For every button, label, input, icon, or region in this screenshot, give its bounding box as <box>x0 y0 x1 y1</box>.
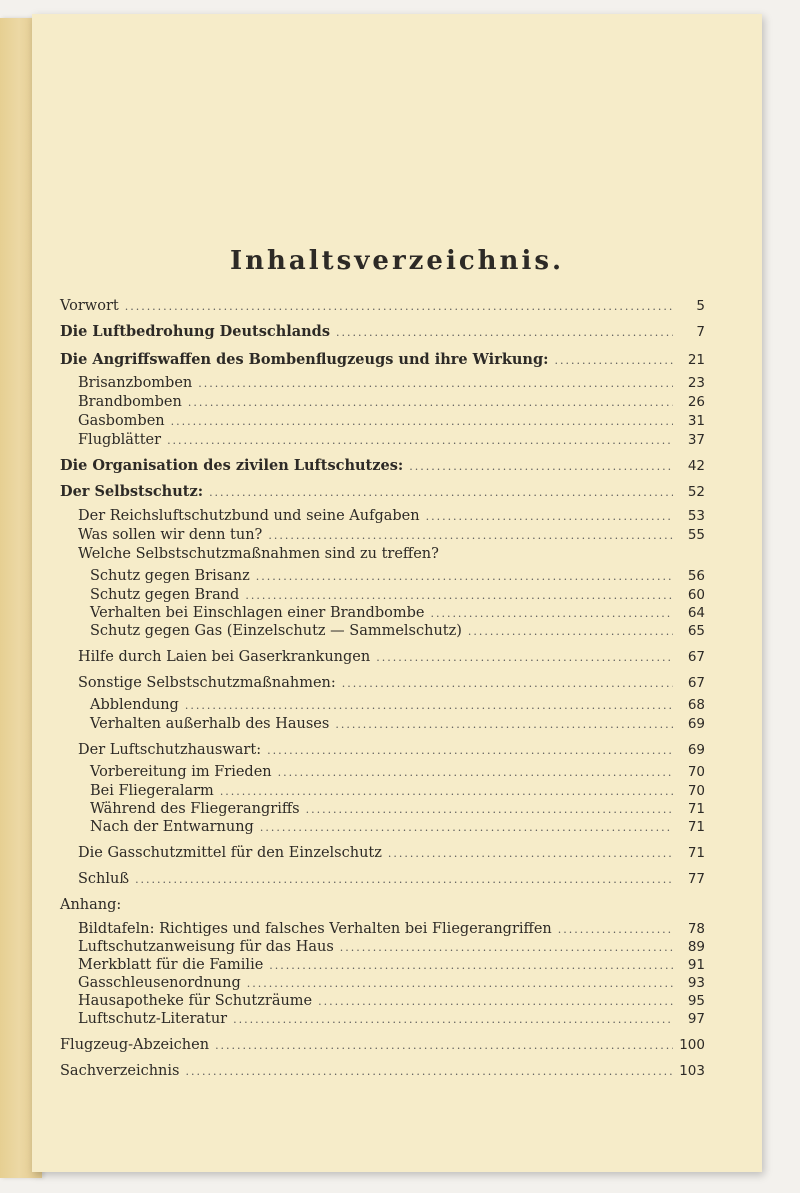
toc-entry-page: 71 <box>687 819 705 835</box>
toc-leader-dots <box>278 764 673 782</box>
toc-entry-page: 67 <box>687 649 705 665</box>
toc-entry-label: Die Organisation des zivilen Luftschutzes: <box>60 457 404 474</box>
toc-leader-dots <box>318 993 673 1011</box>
toc-entry-page: 31 <box>687 413 705 429</box>
toc-entry <box>78 974 705 993</box>
toc-leader-dots <box>233 1011 673 1029</box>
toc-entry-page: 5 <box>696 298 705 314</box>
toc-entry-page: 64 <box>687 605 705 621</box>
toc-entry-page: 7 <box>696 324 705 340</box>
toc-entry <box>78 956 705 975</box>
toc-leader-dots <box>554 352 673 370</box>
toc-leader-dots <box>185 1063 673 1081</box>
toc-entry <box>60 323 705 342</box>
toc-leader-dots <box>558 921 673 939</box>
toc-entry-label: Die Angriffswaffen des Bombenflugzeugs und ihre Wirkung: <box>60 351 549 368</box>
book-page <box>32 14 762 1172</box>
toc-entry-label: Hilfe durch Laien bei Gaserkrankungen <box>78 649 371 665</box>
toc-entry <box>78 545 705 563</box>
toc-entry-label: Luftschutz-Literatur <box>78 1011 228 1027</box>
toc-entry <box>78 526 705 545</box>
toc-entry-page: 42 <box>687 458 705 474</box>
toc-entry <box>90 715 705 734</box>
toc-entry <box>90 622 705 641</box>
toc-leader-dots <box>340 939 673 957</box>
toc-entry-label: Anhang: <box>60 897 122 913</box>
toc-leader-dots <box>335 716 673 734</box>
toc-leader-dots <box>468 623 673 641</box>
toc-entry-label: Der Reichsluftschutzbund und seine Aufgaben <box>78 508 420 524</box>
toc-entry-page: 68 <box>687 697 705 713</box>
toc-leader-dots <box>185 697 673 715</box>
toc-entry-label: Die Gasschutzmittel für den Einzelschutz <box>78 845 382 861</box>
toc-entry <box>78 507 705 526</box>
toc-entry <box>78 1010 705 1029</box>
toc-entry-label: Sachverzeichnis <box>60 1063 180 1079</box>
toc-entry-page: 70 <box>687 783 705 799</box>
toc-entry-page: 93 <box>687 975 705 991</box>
toc-entry-label: Schutz gegen Brand <box>90 587 240 603</box>
toc-entry-page: 78 <box>687 921 705 937</box>
toc-entry-label: Luftschutzanweisung für das Haus <box>78 939 334 955</box>
toc-entry-page: 26 <box>687 394 705 410</box>
toc-leader-dots <box>388 845 673 863</box>
toc-entry-label: Der Selbstschutz: <box>60 483 204 500</box>
toc-leader-dots <box>188 394 673 412</box>
toc-entry <box>90 604 705 623</box>
toc-entry-page: 69 <box>687 742 705 758</box>
toc-leader-dots <box>247 975 673 993</box>
toc-entry <box>78 870 705 889</box>
toc-entry-page: 23 <box>687 375 705 391</box>
toc-entry-page: 91 <box>687 957 705 973</box>
toc-entry <box>90 586 705 605</box>
toc-leader-dots <box>167 432 673 450</box>
toc-entry-page: 65 <box>687 623 705 639</box>
toc-entry <box>78 393 705 412</box>
toc-leader-dots <box>256 568 673 586</box>
toc-entry-label: Verhalten außerhalb des Hauses <box>90 716 330 732</box>
toc-entry-page: 67 <box>687 675 705 691</box>
toc-leader-dots <box>209 484 673 502</box>
toc-leader-dots <box>269 957 673 975</box>
toc-entry-label: Bildtafeln: Richtiges und falsches Verhalten bei Fliegerangriffen <box>78 921 552 937</box>
toc-entry <box>78 938 705 957</box>
toc-entry-label: Schluß <box>78 871 130 887</box>
toc-entry <box>60 1036 705 1055</box>
toc-entry-label: Sonstige Selbstschutzmaßnahmen: <box>78 675 336 691</box>
toc-leader-dots <box>342 675 673 693</box>
toc-entry-label: Flugblätter <box>78 432 162 448</box>
toc-entry-label: Brisanzbomben <box>78 375 193 391</box>
toc-entry-label: Schutz gegen Brisanz <box>90 568 250 584</box>
toc-leader-dots <box>171 413 673 431</box>
toc-entry <box>78 674 705 693</box>
toc-entry-label: Schutz gegen Gas (Einzelschutz — Sammelschutz) <box>90 623 462 639</box>
toc-entry-label: Merkblatt für die Familie <box>78 957 264 973</box>
toc-entry <box>60 457 705 476</box>
toc-entry-page: 21 <box>687 352 705 368</box>
toc-entry <box>60 896 705 914</box>
toc-leader-dots <box>336 324 673 342</box>
toc-entry-label: Brandbomben <box>78 394 182 410</box>
toc-entry <box>90 696 705 715</box>
toc-entry-page: 89 <box>687 939 705 955</box>
toc-entry-page: 56 <box>687 568 705 584</box>
toc-entry-page: 69 <box>687 716 705 732</box>
toc-entry <box>78 741 705 760</box>
toc-entry-page: 37 <box>687 432 705 448</box>
page-title: Inhaltsverzeichnis. <box>229 246 565 276</box>
toc-entry-label: Nach der Entwarnung <box>90 819 254 835</box>
toc-leader-dots <box>430 605 673 623</box>
toc-leader-dots <box>245 587 673 605</box>
toc-leader-dots <box>125 298 673 316</box>
toc-leader-dots <box>426 508 673 526</box>
toc-entry-page: 97 <box>687 1011 705 1027</box>
toc-entry <box>78 992 705 1011</box>
toc-entry-page: 71 <box>687 845 705 861</box>
toc-entry-page: 53 <box>687 508 705 524</box>
toc-entry-label: Die Luftbedrohung Deutschlands <box>60 323 330 340</box>
toc-entry <box>78 431 705 450</box>
toc-entry <box>90 567 705 586</box>
toc-entry-label: Vorbereitung im Frieden <box>90 764 272 780</box>
toc-leader-dots <box>306 801 673 819</box>
toc-entry <box>90 782 705 801</box>
toc-entry <box>60 483 705 502</box>
toc-entry-page: 100 <box>679 1037 705 1053</box>
toc-entry-label: Während des Fliegerangriffs <box>90 801 300 817</box>
toc-entry <box>78 920 705 939</box>
toc-entry <box>78 844 705 863</box>
toc-entry-page: 52 <box>687 484 705 500</box>
toc-entry-page: 71 <box>687 801 705 817</box>
toc-entry <box>60 351 705 370</box>
toc-entry-label: Hausapotheke für Schutzräume <box>78 993 313 1009</box>
toc-leader-dots <box>135 871 673 889</box>
toc-entry <box>78 412 705 431</box>
toc-entry <box>78 374 705 393</box>
toc-leader-dots <box>220 783 673 801</box>
toc-entry-label: Gasschleusenordnung <box>78 975 241 991</box>
toc-entry-label: Verhalten bei Einschlagen einer Brandbombe <box>90 605 425 621</box>
toc-entry-page: 103 <box>679 1063 705 1079</box>
toc-entry-label: Welche Selbstschutzmaßnahmen sind zu treffen? <box>78 546 439 562</box>
toc-entry-label: Der Luftschutzhauswart: <box>78 742 262 758</box>
toc-entry-label: Flugzeug-Abzeichen <box>60 1037 210 1053</box>
toc-entry-label: Vorwort <box>60 298 119 314</box>
toc-leader-dots <box>198 375 673 393</box>
toc-leader-dots <box>376 649 673 667</box>
toc-entry <box>78 648 705 667</box>
toc-leader-dots <box>267 742 673 760</box>
toc-entry <box>60 1062 705 1081</box>
toc-leader-dots <box>260 819 673 837</box>
toc-entry <box>60 297 705 316</box>
toc-leader-dots <box>268 527 673 545</box>
toc-leader-dots <box>409 458 673 476</box>
toc-entry <box>90 800 705 819</box>
toc-entry-label: Gasbomben <box>78 413 165 429</box>
toc-entry-label: Was sollen wir denn tun? <box>78 527 263 543</box>
toc-entry-page: 55 <box>687 527 705 543</box>
toc-entry-page: 77 <box>687 871 705 887</box>
toc-entry-page: 70 <box>687 764 705 780</box>
toc-entry-page: 95 <box>687 993 705 1009</box>
toc-entry <box>90 818 705 837</box>
toc-entry-label: Bei Fliegeralarm <box>90 783 214 799</box>
toc-leader-dots <box>215 1037 673 1055</box>
toc-entry-label: Abblendung <box>90 697 179 713</box>
toc-entry-page: 60 <box>687 587 705 603</box>
toc-entry <box>90 763 705 782</box>
